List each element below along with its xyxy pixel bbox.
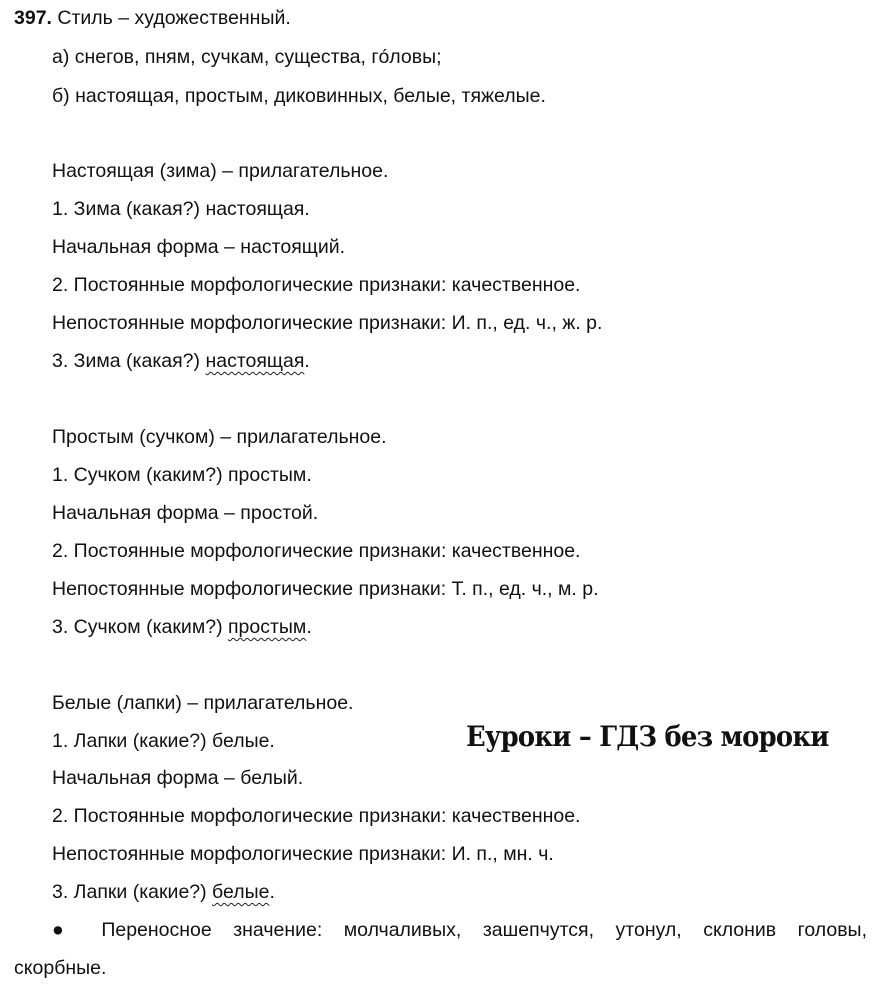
initial-form: Начальная форма – настоящий. xyxy=(52,236,346,258)
figurative-meaning-line: ● Переносное значение: молчаливых, зашепчутся, утонул, склонив головы, xyxy=(52,919,867,941)
point-3-prefix: 3. Зима (какая?) xyxy=(52,350,206,372)
style-text: Стиль – художественный. xyxy=(57,7,291,29)
figurative-meaning-continuation: скорбные. xyxy=(14,957,107,979)
nonconstant-features: Непостоянные морфологические признаки: И. п., мн. ч. xyxy=(52,843,554,865)
point-3-prefix: 3. Лапки (какие?) xyxy=(52,881,213,903)
line-b: б) настоящая, простым, диковинных, белые, тяжелые. xyxy=(52,85,546,107)
point-3 xyxy=(52,349,310,373)
section-title: Настоящая (зима) – прилагательное. xyxy=(52,160,389,182)
line-a: а) снегов, пням, сучкам, существа, гóловы; xyxy=(52,46,442,68)
point-3-prefix: 3. Сучком (каким?) xyxy=(52,616,228,638)
initial-form: Начальная форма – белый. xyxy=(52,767,304,789)
point-1: 1. Зима (какая?) настоящая. xyxy=(52,198,310,220)
exercise-number: 397. xyxy=(14,7,52,29)
watermark-logo: Еуроки – ГДЗ без мороки xyxy=(466,720,829,753)
point-2: 2. Постоянные морфологические признаки: качественное. xyxy=(52,540,581,562)
point-1: 1. Лапки (какие?) белые. xyxy=(52,730,275,752)
point-3-suffix: . xyxy=(269,881,275,903)
underlined-word: белые xyxy=(212,881,270,903)
point-3 xyxy=(52,880,275,904)
point-2: 2. Постоянные морфологические признаки: качественное. xyxy=(52,274,581,296)
section-title: Белые (лапки) – прилагательное. xyxy=(52,692,354,714)
point-3-suffix: . xyxy=(304,350,310,372)
point-3-suffix: . xyxy=(306,616,312,638)
underlined-word: настоящая xyxy=(205,350,305,372)
point-1: 1. Сучком (каким?) простым. xyxy=(52,464,312,486)
initial-form: Начальная форма – простой. xyxy=(52,502,319,524)
nonconstant-features: Непостоянные морфологические признаки: И. п., ед. ч., ж. р. xyxy=(52,312,603,334)
exercise-header xyxy=(14,6,291,30)
nonconstant-features: Непостоянные морфологические признаки: Т. п., ед. ч., м. р. xyxy=(52,578,599,600)
point-3 xyxy=(52,615,312,639)
underlined-word: простым xyxy=(227,616,307,638)
section-title: Простым (сучком) – прилагательное. xyxy=(52,426,387,448)
point-2: 2. Постоянные морфологические признаки: качественное. xyxy=(52,805,581,827)
